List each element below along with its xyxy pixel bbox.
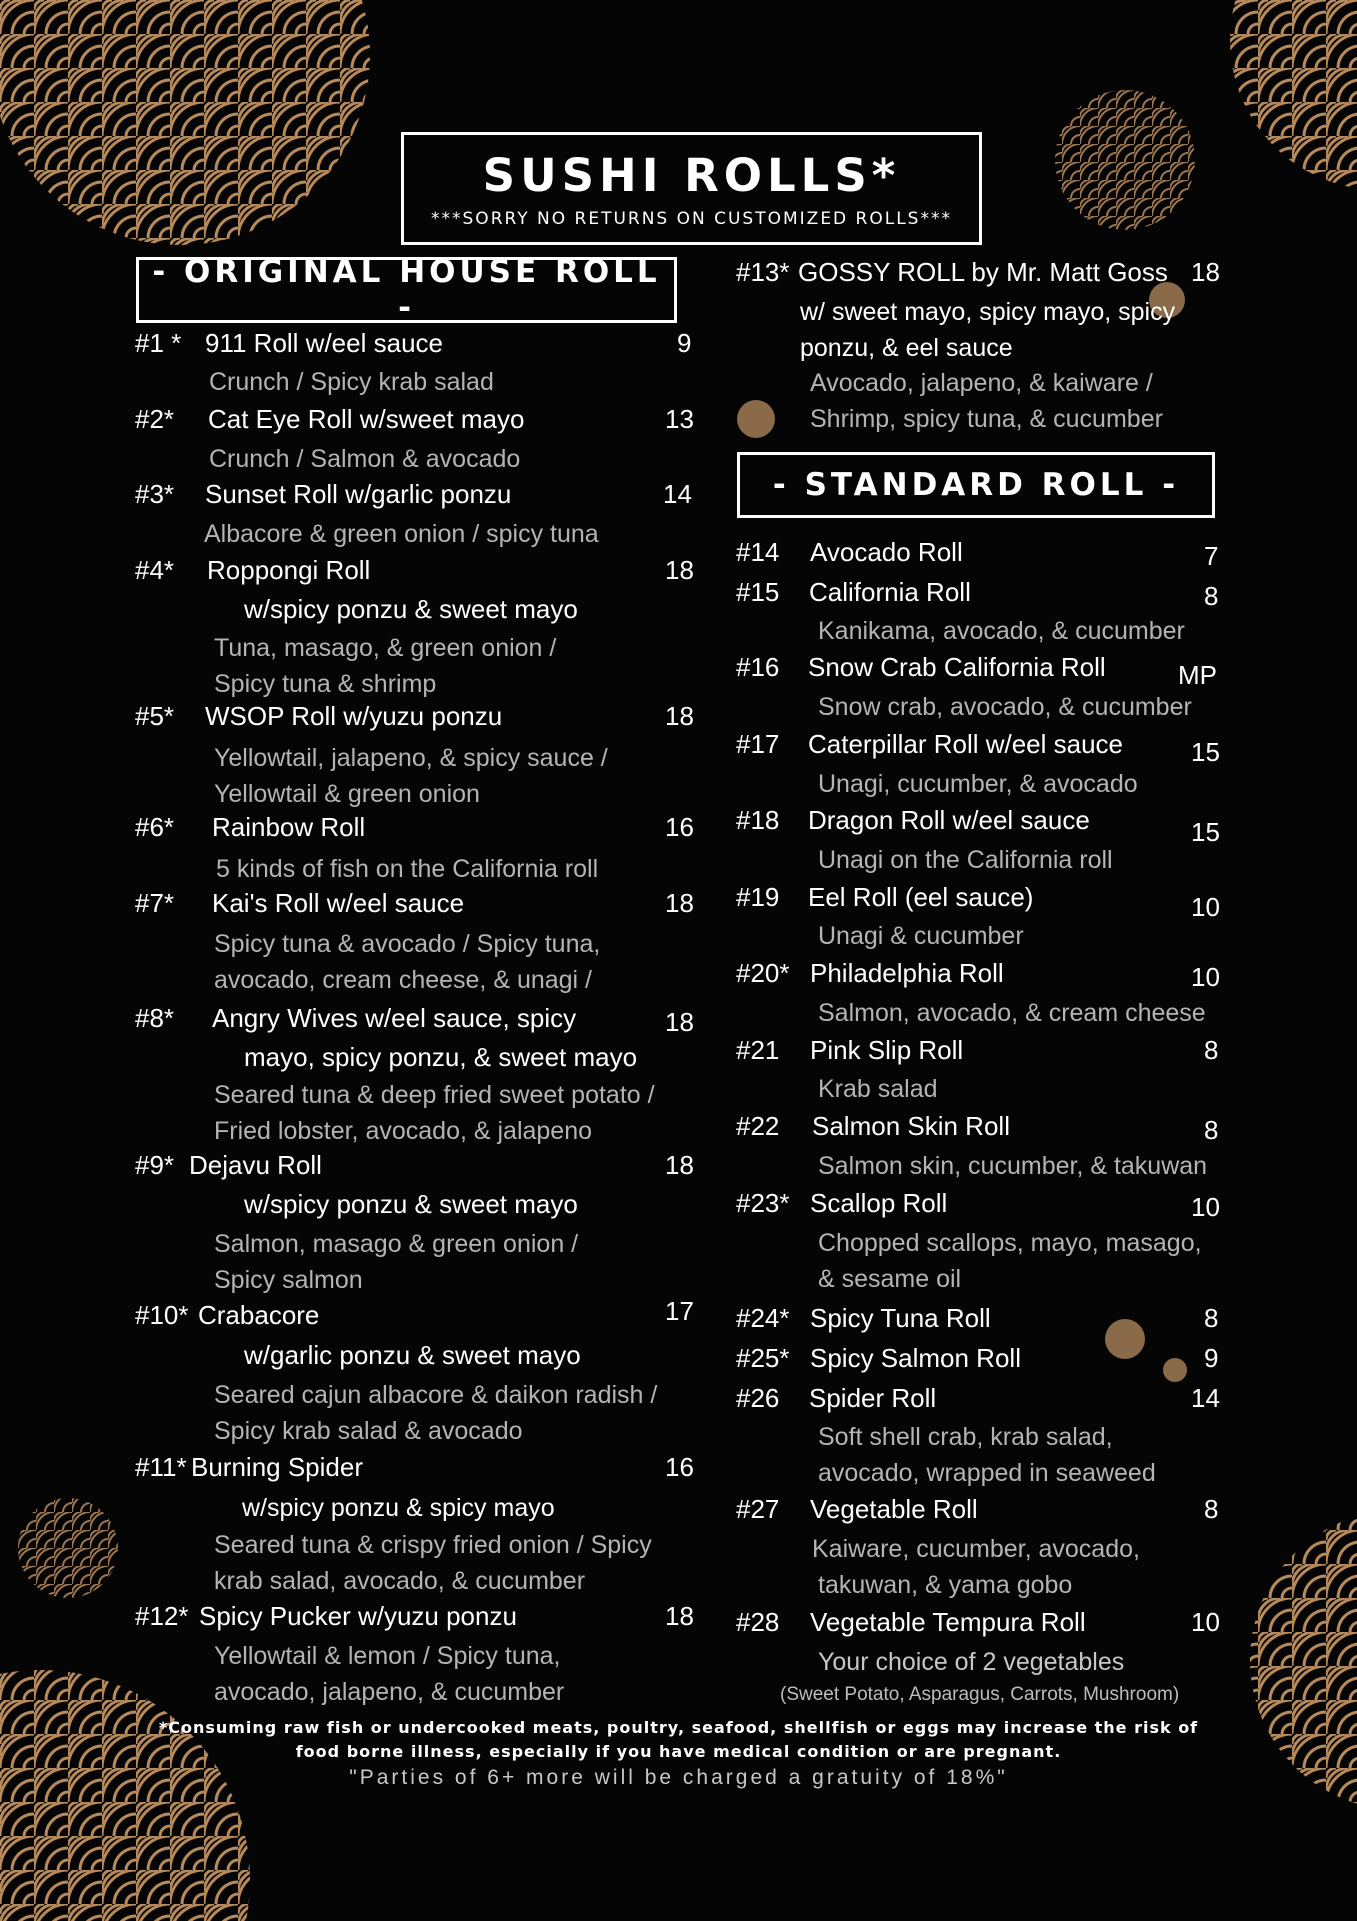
pattern-circle-bottom-left [0,1670,250,1921]
menu-item-27-desc-1: Kaiware, cucumber, avocado, [812,1535,1140,1563]
menu-item-20-desc: Salmon, avocado, & cream cheese [818,999,1206,1027]
section-original-house-roll: - ORIGINAL HOUSE ROLL - [136,257,677,323]
pattern-circle-top-right [1230,0,1357,190]
dot-3 [1105,1319,1145,1359]
menu-item-9-sauce: w/spicy ponzu & sweet mayo [244,1189,578,1219]
footer-warning-2: food borne illness, especially if you have medical condition or are pregnant. [295,1742,1062,1761]
menu-item-22-desc: Salmon skin, cucumber, & takuwan [818,1152,1208,1180]
menu-item-10-sauce: w/garlic ponzu & sweet mayo [244,1340,581,1370]
menu-item-13-sauce-2: ponzu, & eel sauce [800,334,1013,362]
menu-item-8-sauce: mayo, spicy ponzu, & sweet mayo [244,1042,638,1072]
footer-gratuity: "Parties of 6+ more will be charged a gratuity of 18%" [349,1766,1008,1789]
footer-warning-1: *Consuming raw fish or undercooked meats, poultry, seafood, shellfish or eggs may increase the risk of [158,1718,1199,1737]
menu-item-5-desc-1: Yellowtail, jalapeno, & spicy sauce / [214,744,608,772]
menu-item-8-desc-2: Fried lobster, avocado, & jalapeno [214,1117,593,1145]
title-box [401,132,982,245]
menu-item-13-desc-1: Avocado, jalapeno, & kaiware / [810,369,1153,397]
menu-item-12-desc-2: avocado, jalapeno, & cucumber [214,1678,565,1706]
menu-item-23-desc-1: Chopped scallops, mayo, masago, [818,1229,1202,1257]
pattern-circle-small-top-right [1055,90,1195,230]
menu-item-11-desc-2: krab salad, avocado, & cucumber [214,1567,586,1595]
menu-item-4-sauce: w/spicy ponzu & sweet mayo [244,594,578,624]
menu-item-2-desc: Crunch / Salmon & avocado [209,445,521,473]
menu-item-8-desc-1: Seared tuna & deep fried sweet potato / [214,1081,655,1109]
menu-item-11-desc-1: Seared tuna & crispy fried onion / Spicy [214,1531,652,1559]
menu-item-17-desc: Unagi, cucumber, & avocado [818,770,1138,798]
menu-item-16-desc: Snow crab, avocado, & cucumber [818,693,1192,721]
menu-item-26-desc-1: Soft shell crab, krab salad, [818,1423,1113,1451]
menu-item-19-desc: Unagi & cucumber [818,922,1024,950]
pattern-circle-top-left [0,0,370,245]
pattern-circle-bottom-right [1250,1510,1357,1810]
menu-item-4-desc-1: Tuna, masago, & green onion / [214,634,557,662]
menu-item-5-desc-2: Yellowtail & green onion [214,780,480,808]
menu-item-10-desc-2: Spicy krab salad & avocado [214,1417,523,1445]
menu-item-1-desc: Crunch / Spicy krab salad [209,368,494,396]
menu-item-21-desc: Krab salad [818,1075,938,1103]
menu-item-7-desc-1: Spicy tuna & avocado / Spicy tuna, [214,930,601,958]
menu-item-9-desc-1: Salmon, masago & green onion / [214,1230,579,1258]
menu-item-15-desc: Kanikama, avocado, & cucumber [818,617,1185,645]
menu-item-7-desc-2: avocado, cream cheese, & unagi / [214,966,593,994]
menu-item-3-desc: Albacore & green onion / spicy tuna [204,520,599,548]
menu-item-10-desc-1: Seared cajun albacore & daikon radish / [214,1381,658,1409]
page-title: SUSHI ROLLS* [482,149,901,202]
page-subtitle: ***SORRY NO RETURNS ON CUSTOMIZED ROLLS*** [431,209,952,229]
menu-item-26-desc-2: avocado, wrapped in seaweed [818,1459,1156,1487]
menu-item-28-note: (Sweet Potato, Asparagus, Carrots, Mushroom) [780,1684,1180,1705]
menu-item-27-desc-2: takuwan, & yama gobo [818,1571,1073,1599]
pattern-circle-left [18,1498,118,1598]
menu-item-13-desc-2: Shrimp, spicy tuna, & cucumber [810,405,1163,433]
menu-item-11-sauce: w/spicy ponzu & spicy mayo [242,1494,555,1522]
dot-4 [1163,1358,1187,1382]
menu-item-18-desc: Unagi on the California roll [818,846,1113,874]
menu-item-23-desc-2: & sesame oil [818,1265,962,1293]
menu-item-9-desc-2: Spicy salmon [214,1266,363,1294]
menu-item-28-desc: Your choice of 2 vegetables [818,1648,1125,1676]
menu-item-4-desc-2: Spicy tuna & shrimp [214,670,437,698]
dot-2 [737,400,775,438]
section-standard-roll: - STANDARD ROLL - [737,452,1215,518]
menu-item-12-desc-1: Yellowtail & lemon / Spicy tuna, [214,1642,561,1670]
menu-item-6-desc: 5 kinds of fish on the California roll [216,855,599,883]
menu-item-13-sauce-1: w/ sweet mayo, spicy mayo, spicy [800,298,1176,326]
